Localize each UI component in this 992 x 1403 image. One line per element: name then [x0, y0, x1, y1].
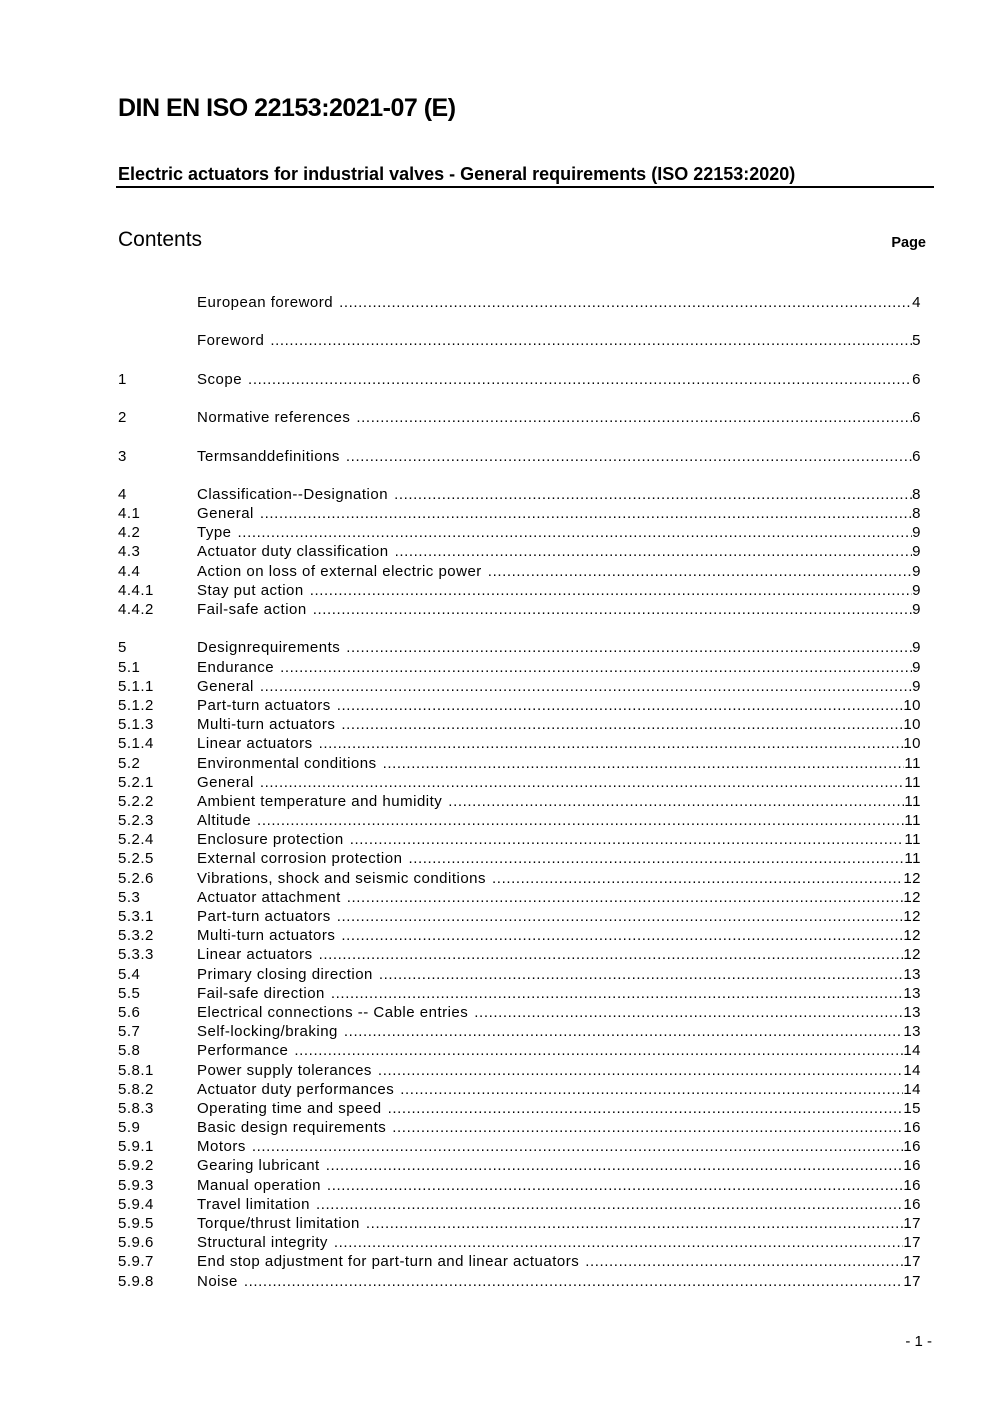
toc-group — [118, 447, 921, 466]
toc-entry-page: 16 — [903, 1138, 921, 1156]
toc-entry-number: 4.3 — [118, 543, 141, 561]
toc-entry-page: 9 — [912, 581, 921, 599]
toc-entry-number: 5.9.7 — [118, 1253, 154, 1271]
toc-leader-dots — [388, 1099, 904, 1118]
toc-entry-title: Foreword — [197, 332, 265, 350]
toc-leader-dots — [400, 1080, 903, 1099]
toc-entry[interactable] — [118, 945, 921, 964]
toc-entry[interactable] — [118, 773, 921, 792]
toc-entry-number: 4 — [118, 485, 127, 503]
toc-entry-page: 13 — [903, 1003, 921, 1021]
toc-leader-dots — [310, 581, 912, 600]
toc-entry-page: 8 — [912, 505, 921, 523]
toc-entry[interactable] — [118, 370, 921, 389]
toc-entry-title: Part-turn actuators — [197, 696, 331, 714]
toc-entry-page: 9 — [912, 543, 921, 561]
toc-entry-title: Vibrations, shock and seismic conditions — [197, 869, 487, 887]
toc-entry-page: 9 — [912, 562, 921, 580]
toc-entry-title: Type — [197, 524, 232, 542]
toc-entry-title: Enclosure protection — [197, 831, 344, 849]
toc-entry[interactable] — [118, 1061, 921, 1080]
toc-entry-page: 13 — [903, 965, 921, 983]
toc-entry-page: 11 — [904, 812, 921, 830]
toc-entry-number: 5.9.1 — [118, 1138, 154, 1156]
toc-leader-dots — [344, 1022, 903, 1041]
toc-entry-title: Action on loss of external electric power — [197, 562, 482, 580]
toc-entry[interactable] — [118, 811, 921, 830]
document-title: Electric actuators for industrial valves - General requirements (ISO 22153:2020) — [118, 164, 796, 184]
toc-entry-number: 4.2 — [118, 524, 141, 542]
toc-leader-dots — [395, 542, 913, 561]
toc-leader-dots — [394, 485, 912, 504]
toc-entry-number: 5.7 — [118, 1023, 141, 1041]
toc-leader-dots — [270, 331, 912, 350]
toc-entry[interactable] — [118, 447, 921, 466]
toc-entry[interactable] — [118, 754, 921, 773]
toc-entry-title: Linear actuators — [197, 946, 313, 964]
toc-entry-number: 5.2.2 — [118, 792, 154, 810]
toc-leader-dots — [341, 926, 903, 945]
toc-entry[interactable] — [118, 658, 921, 677]
toc-entry-number: 5.1.2 — [118, 696, 154, 714]
toc-leader-dots — [252, 1137, 903, 1156]
toc-entry-number: 5.9 — [118, 1119, 141, 1137]
toc-entry-page: 12 — [903, 888, 921, 906]
toc-leader-dots — [408, 849, 904, 868]
toc-entry-title: Actuator duty classification — [197, 543, 389, 561]
toc-entry[interactable] — [118, 1137, 921, 1156]
toc-entry-number: 5.9.2 — [118, 1157, 154, 1175]
toc-entry-number: 5.8.3 — [118, 1099, 154, 1117]
toc-entry-number: 5.3 — [118, 888, 141, 906]
contents-heading: Contents — [118, 228, 203, 251]
toc-entry-number: 4.4 — [118, 562, 141, 580]
toc-entry-title: Performance — [197, 1042, 289, 1060]
toc-entry-title: Scope — [197, 370, 243, 388]
toc-group — [118, 638, 921, 1290]
toc-entry-page: 9 — [912, 601, 921, 618]
toc-entry-number: 3 — [118, 447, 127, 465]
toc-entry-title: Fail-safe action — [197, 601, 307, 618]
toc-leader-dots — [378, 1061, 903, 1080]
toc-entry-page: 10 — [903, 716, 921, 734]
toc-entry-title: Actuator attachment — [197, 888, 341, 906]
toc-entry-number: 5.9.5 — [118, 1215, 154, 1232]
toc-entry[interactable] — [118, 984, 921, 1003]
toc-leader-dots — [334, 1233, 903, 1252]
toc-leader-dots — [313, 600, 912, 619]
toc-entry-page: 9 — [912, 677, 921, 695]
toc-entry-page: 16 — [903, 1195, 921, 1213]
toc-entry-page: 11 — [904, 754, 921, 772]
toc-entry-page: 17 — [903, 1253, 921, 1271]
toc-entry[interactable] — [118, 1272, 921, 1291]
toc-entry[interactable] — [118, 1214, 921, 1233]
toc-entry-title: Actuator duty performances — [197, 1080, 395, 1098]
toc-leader-dots — [260, 773, 905, 792]
toc-entry-number: 5.8.1 — [118, 1061, 154, 1079]
toc-leader-dots — [341, 715, 903, 734]
toc-entry-page: 8 — [912, 485, 921, 503]
toc-entry-title: Operating time and speed — [197, 1099, 382, 1117]
toc-entry-number: 5.9.6 — [118, 1234, 154, 1252]
toc-entry-title: Endurance — [197, 658, 275, 676]
toc-entry-page: 4 — [912, 294, 921, 311]
toc-entry-number: 4.1 — [118, 505, 141, 523]
toc-entry[interactable] — [118, 849, 921, 868]
toc-entry-number: 4.4.1 — [118, 581, 154, 599]
toc-entry[interactable] — [118, 907, 921, 926]
toc-entry[interactable] — [118, 1022, 921, 1041]
toc-entry-page: 12 — [903, 908, 921, 925]
toc-entry-title: Basic design requirements — [197, 1119, 387, 1137]
toc-entry-number: 5.4 — [118, 965, 141, 983]
title-rule — [116, 186, 934, 188]
toc-entry[interactable] — [118, 792, 921, 811]
toc-leader-dots — [319, 945, 904, 964]
toc-leader-dots — [337, 907, 904, 926]
toc-leader-dots — [326, 1156, 904, 1175]
toc-entry[interactable] — [118, 1233, 921, 1252]
toc-leader-dots — [585, 1252, 903, 1271]
toc-entry-title: Normative references — [197, 409, 351, 427]
toc-entry[interactable] — [118, 1041, 921, 1060]
toc-entry[interactable] — [118, 293, 921, 312]
toc-entry-title: Ambient temperature and humidity — [197, 792, 443, 810]
toc-entry[interactable] — [118, 408, 921, 427]
toc-leader-dots — [366, 1214, 903, 1233]
toc-entry[interactable] — [118, 581, 921, 600]
toc-entry[interactable] — [118, 965, 921, 984]
toc-entry-page: 5 — [912, 332, 921, 350]
toc-entry-title: Torque/thrust limitation — [197, 1215, 360, 1232]
toc-entry-page: 16 — [903, 1176, 921, 1194]
toc-entry[interactable] — [118, 523, 921, 542]
toc-entry-title: Fail-safe direction — [197, 984, 325, 1002]
toc-entry-title: End stop adjustment for part-turn and linear actuators — [197, 1253, 580, 1271]
toc-entry-title: Electrical connections -- Cable entries — [197, 1003, 469, 1021]
toc-entry[interactable] — [118, 1080, 921, 1099]
toc-entry-page: 13 — [903, 984, 921, 1002]
toc-entry-title: European foreword — [197, 294, 334, 311]
toc-entry-number: 2 — [118, 409, 127, 427]
toc-leader-dots — [346, 447, 912, 466]
toc-entry-title: Primary closing direction — [197, 965, 373, 983]
toc-entry[interactable] — [118, 677, 921, 696]
toc-leader-dots — [383, 754, 905, 773]
toc-entry-page: 11 — [904, 773, 921, 791]
toc-entry-number: 5.3.3 — [118, 946, 154, 964]
toc-entry[interactable] — [118, 1195, 921, 1214]
toc-entry-page: 12 — [903, 946, 921, 964]
toc-entry-page: 17 — [903, 1234, 921, 1252]
toc-entry[interactable] — [118, 926, 921, 945]
toc-entry[interactable] — [118, 696, 921, 715]
toc-entry-title: Multi-turn actuators — [197, 716, 336, 734]
toc-entry-title: Environmental conditions — [197, 754, 377, 772]
toc-leader-dots — [327, 1176, 903, 1195]
toc-entry-page: 12 — [903, 927, 921, 945]
toc-leader-dots — [257, 811, 904, 830]
toc-leader-dots — [260, 677, 912, 696]
toc-entry-number: 5.6 — [118, 1003, 141, 1021]
toc-entry-page: 11 — [904, 850, 921, 868]
toc-leader-dots — [356, 408, 912, 427]
toc-entry[interactable] — [118, 869, 921, 888]
toc-entry-page: 6 — [912, 370, 921, 388]
toc-leader-dots — [331, 984, 903, 1003]
toc-entry-number: 5.1.1 — [118, 677, 154, 695]
toc-leader-dots — [260, 504, 912, 523]
toc-entry-number — [118, 293, 197, 312]
toc-group — [118, 485, 921, 619]
page-number: - 1 - — [905, 1333, 932, 1350]
toc-entry[interactable] — [118, 331, 921, 350]
toc-leader-dots — [492, 869, 903, 888]
toc-entry-title: Linear actuators — [197, 735, 313, 753]
toc-entry[interactable] — [118, 734, 921, 753]
toc-entry-title: Power supply tolerances — [197, 1061, 372, 1079]
toc-entry-title: Noise — [197, 1272, 238, 1290]
toc-group — [118, 370, 921, 389]
toc-entry[interactable] — [118, 888, 921, 907]
toc-entry-page: 14 — [903, 1080, 921, 1098]
toc-entry-title: Self-locking/braking — [197, 1023, 338, 1041]
toc-leader-dots — [280, 658, 912, 677]
toc-entry-page: 15 — [903, 1099, 921, 1117]
toc-entry[interactable] — [118, 600, 921, 619]
toc-entry-number: 5.2.5 — [118, 850, 154, 868]
toc-entry-title: General — [197, 773, 254, 791]
toc-entry-title: Multi-turn actuators — [197, 927, 336, 945]
toc-entry-title: Termsanddefinitions — [197, 447, 340, 465]
toc-entry-title: General — [197, 677, 254, 695]
toc-group — [118, 408, 921, 427]
toc-entry-page: 11 — [904, 831, 921, 849]
toc-entry[interactable] — [118, 715, 921, 734]
toc-entry-page: 9 — [912, 524, 921, 542]
toc-entry[interactable] — [118, 1176, 921, 1195]
toc-entry[interactable] — [118, 1118, 921, 1137]
table-of-contents — [118, 293, 921, 1310]
toc-leader-dots — [474, 1003, 903, 1022]
toc-entry-number: 5.2.4 — [118, 831, 154, 849]
toc-entry-page: 9 — [912, 658, 921, 676]
toc-entry-page: 6 — [912, 447, 921, 465]
toc-entry-number: 5.2.3 — [118, 812, 154, 830]
toc-entry-page: 14 — [903, 1042, 921, 1060]
toc-entry-title: Motors — [197, 1138, 246, 1156]
toc-leader-dots — [346, 638, 912, 657]
toc-entry-number: 5 — [118, 639, 127, 657]
toc-entry-title: General — [197, 505, 254, 523]
toc-leader-dots — [244, 1272, 903, 1291]
toc-leader-dots — [316, 1195, 903, 1214]
toc-entry-number: 5.5 — [118, 984, 141, 1002]
toc-group — [118, 293, 921, 312]
toc-entry-title: Gearing lubricant — [197, 1157, 320, 1175]
toc-entry-page: 17 — [903, 1272, 921, 1290]
toc-entry-page: 6 — [912, 409, 921, 427]
page-column-label: Page — [891, 235, 926, 251]
toc-leader-dots — [319, 734, 904, 753]
toc-entry-page: 16 — [903, 1157, 921, 1175]
toc-entry[interactable] — [118, 485, 921, 504]
toc-entry-page: 11 — [904, 792, 921, 810]
toc-entry-page: 9 — [912, 639, 921, 657]
toc-entry-title: Stay put action — [197, 581, 304, 599]
toc-entry-number: 5.2.6 — [118, 869, 154, 887]
toc-entry[interactable] — [118, 1099, 921, 1118]
toc-entry-number: 5.9.4 — [118, 1195, 154, 1213]
toc-entry[interactable] — [118, 542, 921, 561]
toc-entry-title: Designrequirements — [197, 639, 341, 657]
toc-entry-title: Manual operation — [197, 1176, 321, 1194]
toc-entry-title: Part-turn actuators — [197, 908, 331, 925]
toc-entry[interactable] — [118, 562, 921, 581]
toc-entry-page: 16 — [903, 1119, 921, 1137]
toc-entry-page: 14 — [903, 1061, 921, 1079]
toc-entry-page: 10 — [903, 696, 921, 714]
toc-leader-dots — [448, 792, 904, 811]
toc-entry[interactable] — [118, 1156, 921, 1175]
toc-entry-number: 5.9.3 — [118, 1176, 154, 1194]
toc-leader-dots — [337, 696, 904, 715]
toc-entry-number: 5.1 — [118, 658, 141, 676]
toc-entry-number: 5.9.8 — [118, 1272, 154, 1290]
toc-entry-number — [118, 331, 197, 350]
toc-entry-number: 5.8 — [118, 1042, 141, 1060]
toc-group — [118, 331, 921, 350]
toc-leader-dots — [488, 562, 912, 581]
toc-leader-dots — [392, 1118, 903, 1137]
toc-leader-dots — [339, 293, 912, 312]
toc-entry[interactable] — [118, 638, 921, 657]
toc-entry-number: 5.8.2 — [118, 1080, 154, 1098]
toc-leader-dots — [350, 830, 905, 849]
toc-entry-number: 4.4.2 — [118, 601, 154, 618]
toc-entry-title: Altitude — [197, 812, 252, 830]
toc-entry[interactable] — [118, 830, 921, 849]
toc-entry-number: 5.2.1 — [118, 773, 154, 791]
toc-entry-number: 5.3.2 — [118, 927, 154, 945]
toc-entry-number: 5.1.3 — [118, 716, 154, 734]
toc-entry-number: 5.1.4 — [118, 735, 154, 753]
toc-entry-title: Travel limitation — [197, 1195, 310, 1213]
toc-entry-number: 1 — [118, 370, 127, 388]
toc-leader-dots — [294, 1041, 903, 1060]
toc-entry[interactable] — [118, 504, 921, 523]
toc-entry-page: 12 — [903, 869, 921, 887]
toc-entry-page: 13 — [903, 1023, 921, 1041]
document-id: DIN EN ISO 22153:2021-07 (E) — [118, 94, 456, 122]
toc-entry-page: 10 — [903, 735, 921, 753]
toc-entry-number: 5.2 — [118, 754, 141, 772]
toc-leader-dots — [347, 888, 904, 907]
toc-entry-page: 17 — [903, 1215, 921, 1232]
toc-entry[interactable] — [118, 1252, 921, 1271]
toc-entry-title: External corrosion protection — [197, 850, 403, 868]
toc-leader-dots — [248, 370, 912, 389]
toc-entry-number: 5.3.1 — [118, 908, 154, 925]
toc-leader-dots — [379, 965, 903, 984]
toc-entry-title: Structural integrity — [197, 1234, 328, 1252]
toc-entry[interactable] — [118, 1003, 921, 1022]
toc-entry-title: Classification--Designation — [197, 485, 389, 503]
toc-leader-dots — [238, 523, 913, 542]
